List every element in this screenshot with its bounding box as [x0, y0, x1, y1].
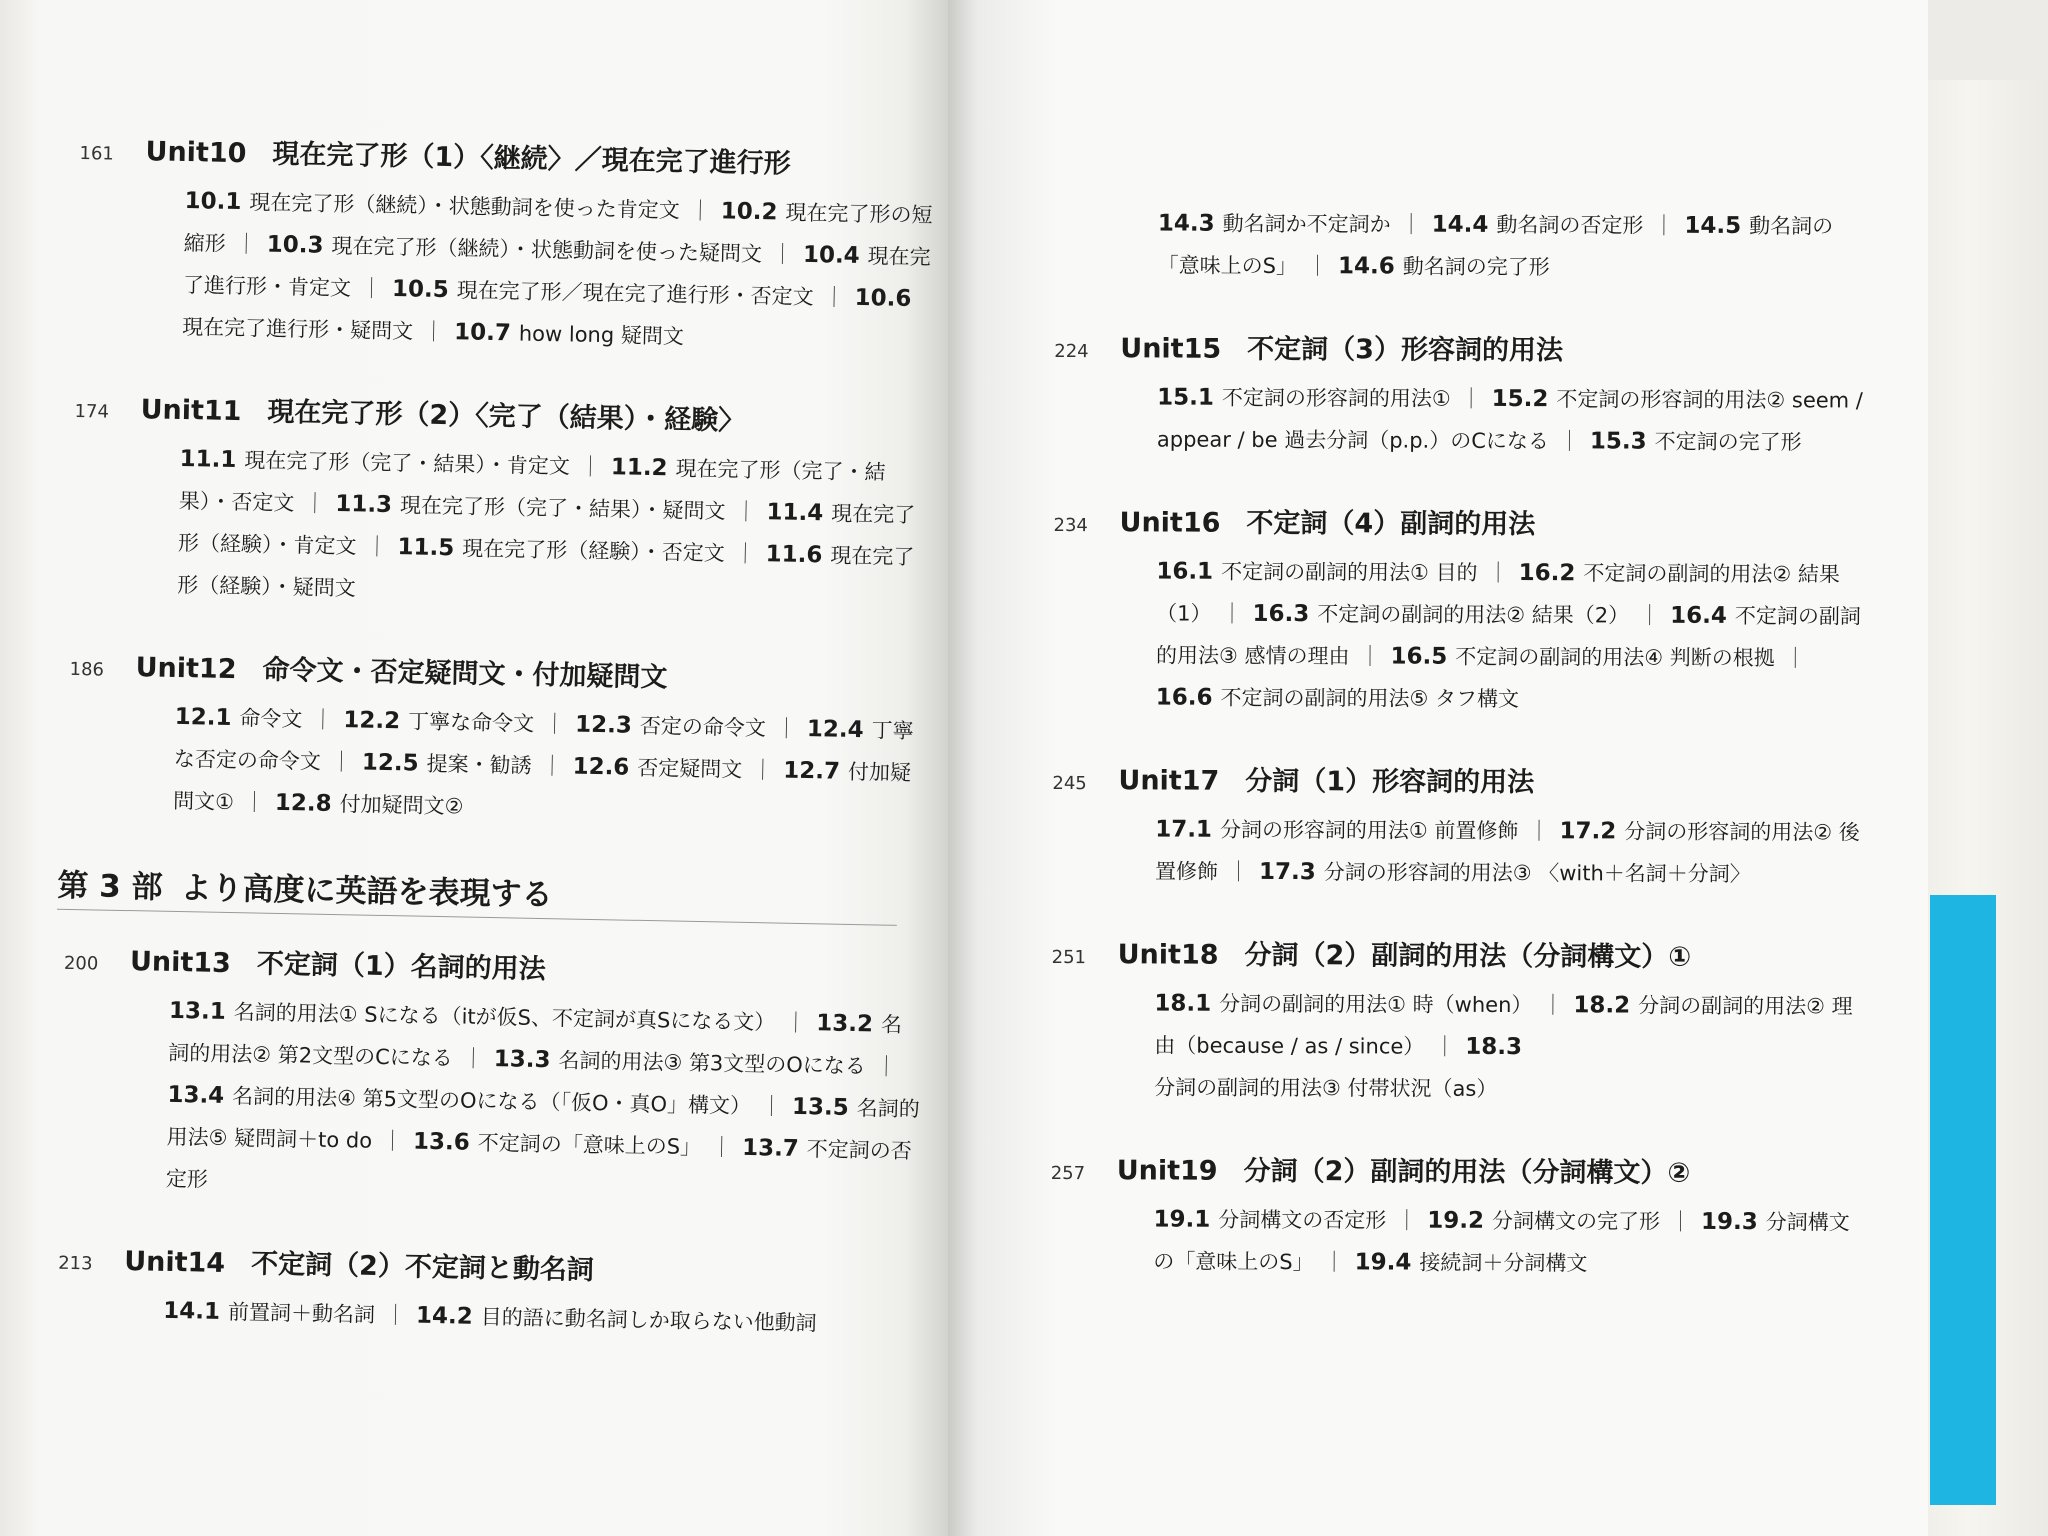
- entry-separator: ｜: [710, 1135, 733, 1160]
- entry-number: 18.2: [1573, 992, 1631, 1019]
- toc-entry: [343, 708, 534, 736]
- entry-number: 12.4: [806, 716, 864, 744]
- entry-separator: ｜: [760, 1094, 783, 1119]
- unit-entries: [1154, 982, 1872, 1111]
- entry-text: 接続詞＋分詞構文: [1419, 1250, 1588, 1276]
- right-units: [1050, 326, 1874, 1286]
- unit-heading: [1052, 932, 1872, 976]
- entry-text: 分詞の副詞的用法③ 付帯状況（as）: [1154, 1075, 1498, 1101]
- entry-text: 否定疑問文: [637, 755, 743, 782]
- entry-number: 10.7: [453, 319, 512, 347]
- unit-heading: [58, 1238, 919, 1295]
- toc-entry: [179, 447, 570, 478]
- entry-separator: ｜: [1542, 993, 1564, 1018]
- toc-entry: [416, 1304, 817, 1336]
- entry-separator: ｜: [1528, 819, 1550, 844]
- entry-text: 分詞構文の完了形: [1491, 1208, 1661, 1234]
- unit-entries: [1157, 376, 1874, 463]
- entry-number: 10.4: [802, 241, 860, 269]
- unit-label: Unit12: [135, 652, 237, 686]
- toc-entry: [1259, 860, 1751, 886]
- page-number: 174: [74, 400, 110, 423]
- part-label: 第 3 部: [57, 867, 163, 906]
- entry-separator: ｜: [734, 541, 756, 567]
- units-before-part: [67, 128, 940, 836]
- entry-number: 16.6: [1155, 684, 1213, 711]
- entry-text: 現在完了形／現在完了進行形・否定文: [456, 278, 814, 310]
- entry-separator: ｜: [381, 1128, 404, 1154]
- unit-entries: [163, 1290, 918, 1346]
- entry-text: 名詞的用法④ 第5文型のOになる（「仮O・真O」構文）: [231, 1084, 752, 1119]
- toc-entry: [1154, 991, 1532, 1017]
- entry-number: 13.3: [493, 1046, 551, 1074]
- left-toc-column: [56, 128, 940, 1386]
- entry-number: 10.1: [184, 188, 242, 216]
- entry-number: 10.3: [266, 231, 324, 259]
- entry-number: 19.1: [1153, 1206, 1211, 1233]
- toc-entry: [1153, 1207, 1386, 1232]
- entry-number: 11.5: [397, 534, 455, 562]
- unit-heading: [74, 386, 935, 443]
- entry-number: 10.6: [854, 284, 912, 312]
- part-heading: [57, 860, 898, 926]
- entry-separator: ｜: [689, 198, 712, 224]
- entry-number: 19.3: [1700, 1208, 1758, 1236]
- entry-number: 12.6: [572, 753, 630, 781]
- toc-entry: [454, 320, 684, 348]
- toc-entry: [494, 1047, 867, 1078]
- unit-entries: [165, 990, 923, 1214]
- entry-text: 付加疑問文①: [172, 759, 912, 815]
- entry-text: 名詞的用法⑤ 疑問詞＋to do: [166, 1096, 920, 1153]
- right-toc-column: [1050, 192, 1875, 1326]
- entry-number: 11.1: [179, 445, 237, 474]
- entry-number: 14.5: [1684, 212, 1742, 239]
- entry-number: 17.1: [1155, 816, 1213, 843]
- entry-number: 13.7: [741, 1134, 800, 1162]
- entry-number: 19.2: [1427, 1207, 1485, 1234]
- entry-separator: ｜: [1558, 429, 1580, 454]
- entry-number: 12.8: [274, 789, 332, 817]
- unit-title: 不定詞（4）副詞的用法: [1246, 507, 1536, 541]
- entry-text: 分詞の形容詞的用法① 前置修飾: [1219, 817, 1519, 844]
- entry-number: 13.6: [412, 1128, 471, 1156]
- entry-number: 16.2: [1518, 560, 1576, 587]
- entry-separator: ｜: [360, 276, 383, 301]
- toc-entry: [1432, 213, 1644, 238]
- entry-separator: ｜: [1221, 601, 1243, 626]
- toc-entry: [1156, 559, 1477, 584]
- entry-text: 目的語に動名詞しか取らない他動詞: [480, 1304, 817, 1336]
- entry-number: 14.1: [163, 1297, 221, 1325]
- unit-label: Unit13: [129, 946, 232, 980]
- toc-entry: [167, 1083, 751, 1118]
- entry-separator: ｜: [422, 319, 445, 345]
- unit-label: Unit15: [1120, 333, 1222, 365]
- unit-entries: [182, 180, 939, 362]
- unit-label: Unit14: [123, 1246, 226, 1279]
- entry-separator: ｜: [1306, 254, 1329, 279]
- unit-entries: [1155, 808, 1872, 895]
- toc-entry: [392, 277, 814, 309]
- entry-separator: ｜: [735, 499, 757, 525]
- unit-heading: [69, 644, 930, 701]
- entry-separator: ｜: [1460, 386, 1482, 411]
- units-after-part: [57, 938, 924, 1346]
- entry-number: 10.5: [391, 276, 449, 304]
- unit-label: Unit16: [1119, 507, 1221, 539]
- entry-text: 提案・勧誘: [426, 751, 532, 778]
- unit-label: Unit11: [140, 394, 242, 428]
- toc-entry: [174, 705, 302, 731]
- entry-separator: ｜: [1784, 646, 1806, 671]
- unit-heading: [64, 938, 925, 995]
- entry-number: 16.1: [1156, 558, 1214, 585]
- entry-text: 現在完了形（経験）・肯定文: [177, 501, 916, 559]
- entry-number: 11.4: [766, 499, 824, 527]
- entry-number: 12.2: [343, 707, 401, 735]
- toc-entry: [362, 751, 532, 778]
- entry-separator: ｜: [1434, 1034, 1456, 1059]
- entry-separator: ｜: [579, 454, 602, 480]
- entry-number: 13.4: [167, 1081, 225, 1109]
- page-number: 200: [63, 952, 99, 975]
- entry-text: 不定詞の形容詞的用法② seem / appear / be 過去分詞（p.p.）のCになる: [1156, 387, 1863, 454]
- entry-number: 19.4: [1354, 1249, 1412, 1276]
- toc-entry: [1427, 1209, 1660, 1234]
- entry-separator: ｜: [312, 707, 334, 732]
- toc-entry: [1158, 211, 1391, 236]
- page-number: 245: [1052, 772, 1087, 795]
- toc-entry: [413, 1130, 702, 1160]
- toc-entry: [1355, 1250, 1588, 1275]
- entry-separator: ｜: [462, 1046, 484, 1071]
- entry-text: 動名詞の「意味上のS」: [1157, 214, 1834, 279]
- toc-entry: [275, 791, 464, 819]
- toc-unit: [1052, 758, 1873, 896]
- entry-separator: ｜: [1653, 213, 1675, 238]
- unit-entries: [177, 438, 934, 620]
- entry-text: 不定詞の「意味上のS」: [477, 1130, 702, 1160]
- entry-text: 動名詞の完了形: [1402, 254, 1550, 280]
- unit-title: 不定詞（3）形容詞的用法: [1247, 333, 1564, 367]
- toc-entry: [169, 999, 776, 1035]
- entry-text: 前置詞＋動名詞: [227, 1300, 376, 1327]
- unit-entries: [173, 696, 929, 836]
- entry-text: 丁寧な命令文: [407, 709, 535, 736]
- entry-number: 11.2: [610, 454, 668, 482]
- unit-title: 現在完了形（2）〈完了（結果）・経験〉: [267, 396, 746, 437]
- entry-text: 現在完了形（経験）・疑問文: [177, 543, 915, 601]
- entry-text: 現在完了進行形・疑問文: [181, 315, 414, 344]
- entry-text: 動名詞か不定詞か: [1222, 211, 1391, 237]
- page-number: 213: [57, 1252, 93, 1275]
- unit-label: Unit18: [1117, 939, 1219, 971]
- toc-unit: [76, 128, 940, 362]
- continued-unit: [1055, 202, 1875, 290]
- entry-separator: ｜: [1227, 859, 1250, 884]
- unit-title: 不定詞（1）名詞的用法: [256, 948, 546, 986]
- entry-separator: ｜: [771, 242, 794, 267]
- toc-unit: [1050, 1148, 1871, 1286]
- entry-separator: ｜: [1487, 560, 1509, 585]
- entry-number: 14.6: [1337, 253, 1395, 280]
- continued-entries: [1158, 202, 1875, 289]
- page-number: 161: [79, 142, 115, 165]
- toc-entry: [335, 492, 726, 523]
- entry-text: 付加疑問文②: [339, 792, 464, 819]
- entry-number: 14.2: [415, 1302, 474, 1330]
- entry-text: 現在完了形（継続）・状態動詞を使った肯定文: [249, 190, 681, 223]
- entry-text: 分詞の副詞的用法② 理由（because / as / since）: [1154, 993, 1853, 1059]
- part-title: より高度に英語を表現する: [180, 870, 553, 914]
- unit-label: Unit10: [145, 136, 247, 170]
- entry-separator: ｜: [541, 753, 563, 779]
- unit-title: 不定詞（2）不定詞と動名詞: [250, 1248, 595, 1287]
- entry-number: 17.2: [1559, 818, 1617, 845]
- unit-title: 分詞（2）副詞的用法（分詞構文）②: [1243, 1155, 1691, 1189]
- unit-label: Unit17: [1118, 765, 1220, 797]
- entry-text: 分詞構文の否定形: [1218, 1207, 1387, 1233]
- entry-text: 否定の命令文: [639, 713, 767, 741]
- entry-separator: ｜: [1323, 1250, 1345, 1275]
- unit-entries: [1156, 550, 1874, 721]
- toc-entry: [267, 233, 763, 267]
- entry-separator: ｜: [384, 1303, 407, 1328]
- entry-separator: ｜: [823, 285, 845, 310]
- entry-text: 不定詞の完了形: [1654, 429, 1802, 455]
- entry-number: 18.3: [1465, 1033, 1523, 1061]
- toc-entry: [1590, 429, 1802, 454]
- entry-separator: ｜: [330, 749, 353, 775]
- entry-number: 15.2: [1491, 385, 1549, 413]
- toc-unit: [57, 1238, 919, 1346]
- entry-text: 不定詞の副詞的用法⑤ タフ構文: [1220, 685, 1520, 712]
- entry-number: 12.5: [361, 749, 419, 777]
- page-number: 224: [1054, 340, 1089, 363]
- entry-separator: ｜: [1359, 644, 1381, 669]
- unit-heading: [1052, 758, 1872, 802]
- toc-entry: [163, 1299, 375, 1327]
- entry-separator: ｜: [775, 716, 798, 741]
- toc-entry: [184, 189, 680, 223]
- entry-text: 不定詞の副詞的用法② 結果（2）: [1317, 602, 1630, 628]
- entry-separator: ｜: [785, 1010, 807, 1036]
- entry-separator: ｜: [304, 491, 326, 516]
- entry-text: 名詞的用法② 第2文型のCになる: [168, 1012, 903, 1071]
- entry-number: 15.3: [1589, 428, 1647, 455]
- entry-number: 14.4: [1431, 211, 1489, 238]
- unit-title: 分詞（2）副詞的用法（分詞構文）①: [1244, 939, 1692, 973]
- entry-text: 現在完了形（経験）・否定文: [462, 536, 725, 566]
- entry-text: 丁寧な否定の命令文: [173, 718, 914, 774]
- entry-separator: ｜: [1396, 1208, 1418, 1233]
- entry-text: 分詞の形容詞的用法② 後置修飾: [1154, 819, 1860, 884]
- entry-text: how long 疑問文: [518, 321, 685, 349]
- unit-label: Unit19: [1116, 1155, 1218, 1187]
- entry-separator: ｜: [543, 712, 566, 737]
- page-number: 251: [1051, 946, 1087, 969]
- toc-entry: [1252, 602, 1629, 628]
- entry-text: 現在完了形（完了・結果）・疑問文: [399, 493, 726, 524]
- entry-number: 18.1: [1154, 990, 1212, 1017]
- toc-unit: [67, 644, 930, 836]
- toc-entry: [575, 713, 766, 741]
- toc-entry: [1338, 254, 1550, 279]
- toc-unit: [1054, 326, 1875, 464]
- entry-number: 13.1: [168, 997, 227, 1025]
- entry-separator: ｜: [1639, 603, 1661, 628]
- blue-index-tab: [1930, 895, 1996, 1505]
- unit-title: 命令文・否定疑問文・付加疑問文: [262, 654, 668, 694]
- entry-text: 名詞的用法① Sになる（itが仮S、不定詞が真Sになる文）: [233, 1000, 776, 1035]
- entry-text: 不定詞の副詞的用法① 目的: [1221, 559, 1478, 585]
- unit-entries: [1153, 1198, 1870, 1285]
- entry-separator: ｜: [366, 534, 388, 559]
- entry-number: 17.3: [1258, 858, 1316, 886]
- entry-text: 不定詞の形容詞的用法①: [1221, 385, 1451, 411]
- toc-unit: [59, 938, 924, 1214]
- entry-number: 16.4: [1670, 602, 1727, 629]
- entry-text: 現在完了形（継続）・状態動詞を使った疑問文: [331, 233, 763, 267]
- entry-number: 13.2: [816, 1010, 874, 1038]
- entry-number: 16.5: [1390, 643, 1448, 670]
- page-number: 234: [1053, 514, 1088, 537]
- entry-text: 分詞の形容詞的用法③ 〈with＋名詞＋分詞〉: [1323, 860, 1751, 887]
- entry-separator: ｜: [752, 758, 774, 783]
- entry-separator: ｜: [1669, 1209, 1692, 1234]
- toc-entry: [1390, 644, 1774, 670]
- unit-title: 分詞（1）形容詞的用法: [1245, 765, 1535, 799]
- toc-unit: [1053, 500, 1874, 722]
- entry-text: 名詞的用法③ 第3文型のOになる: [558, 1048, 867, 1079]
- toc-entry: [1157, 385, 1451, 410]
- page-number: 257: [1050, 1162, 1086, 1185]
- entry-text: 分詞構文の「意味上のS」: [1153, 1210, 1850, 1275]
- entry-text: 不定詞の副詞的用法④ 判断の根拠: [1455, 644, 1775, 671]
- entry-separator: ｜: [243, 790, 266, 815]
- toc-entry: [1156, 685, 1519, 711]
- entry-text: 現在完了進行形・肯定文: [182, 244, 931, 301]
- unit-title: 現在完了形（1）〈継続〉／現在完了進行形: [272, 138, 791, 180]
- entry-number: 16.3: [1252, 600, 1310, 628]
- entry-number: 12.1: [174, 703, 232, 732]
- entry-number: 11.3: [335, 490, 393, 519]
- entry-number: 10.2: [720, 198, 778, 226]
- entry-text: 分詞の副詞的用法① 時（when）: [1219, 991, 1533, 1018]
- toc-entry: [572, 755, 742, 782]
- entry-separator: ｜: [875, 1054, 898, 1079]
- entry-text: 命令文: [239, 706, 303, 732]
- toc-unit: [71, 386, 935, 620]
- entry-number: 12.7: [783, 757, 841, 785]
- toc-entry: [1155, 817, 1518, 843]
- entry-number: 14.3: [1157, 210, 1215, 237]
- entry-text: 不定詞の否定形: [165, 1137, 913, 1192]
- entry-number: 11.6: [765, 541, 823, 569]
- entry-number: 12.3: [574, 711, 633, 739]
- unit-heading: [1053, 500, 1873, 544]
- entry-text: 現在完了形（完了・結果）・肯定文: [244, 448, 571, 479]
- toc-unit: [1051, 932, 1872, 1112]
- entry-text: 不定詞の副詞的用法③ 感情の理由: [1155, 603, 1861, 669]
- entry-separator: ｜: [235, 232, 258, 257]
- unit-heading: [1051, 1148, 1871, 1192]
- page-number: 186: [69, 658, 105, 681]
- entry-text: 現在完了形（完了・結果）・否定文: [178, 456, 886, 516]
- entry-text: 現在完了形の短縮形: [183, 200, 933, 256]
- entry-text: 動名詞の否定形: [1496, 212, 1644, 238]
- entry-number: 15.1: [1157, 384, 1214, 411]
- entry-number: 13.5: [791, 1093, 850, 1121]
- toc-entry: [397, 535, 725, 565]
- unit-heading: [1054, 326, 1874, 370]
- entry-text: 不定詞の副詞的用法② 結果（1）: [1156, 561, 1840, 626]
- entry-separator: ｜: [1400, 212, 1422, 237]
